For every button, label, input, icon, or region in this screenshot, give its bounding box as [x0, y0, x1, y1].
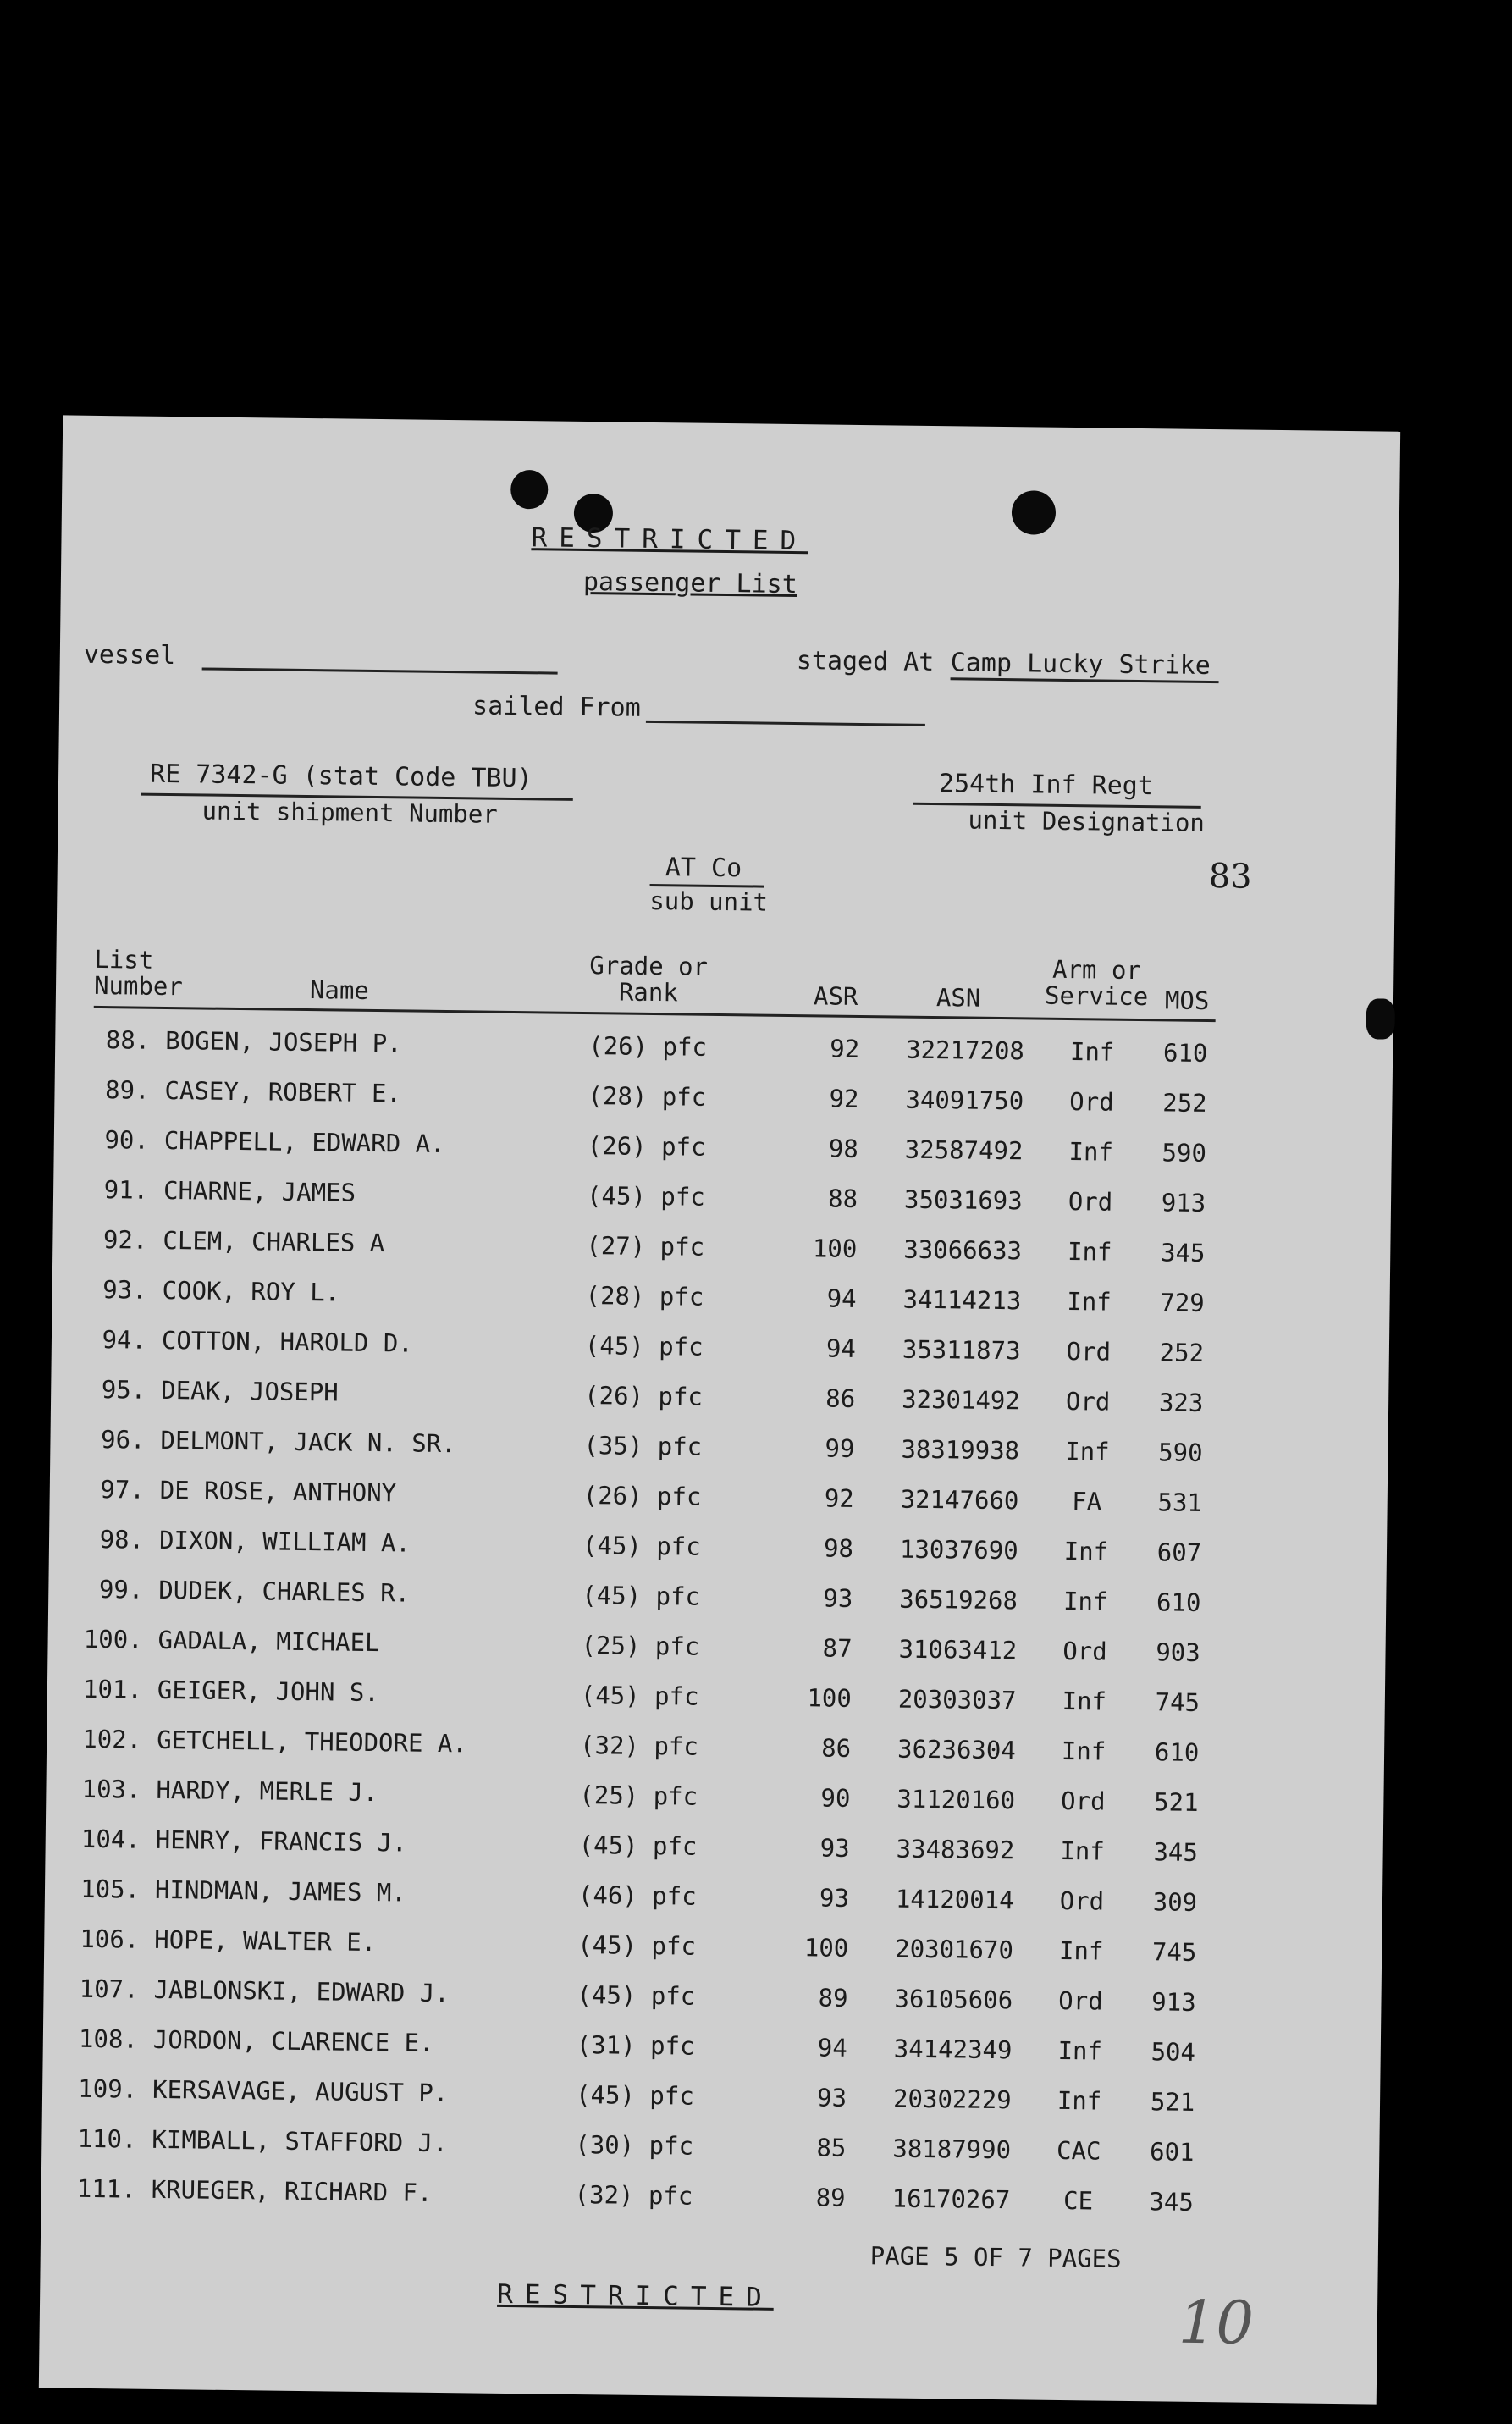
punch-hole [1366, 998, 1395, 1039]
cell-num: 108. [78, 2024, 139, 2054]
sailed-from-field-line [646, 721, 925, 726]
cell-grade: (27) pfc [586, 1231, 705, 1262]
cell-arm: CAC [1056, 2135, 1101, 2166]
cell-asr: 92 [830, 1034, 860, 1063]
document-page [39, 415, 1400, 2404]
cell-asr: 90 [820, 1783, 851, 1813]
cell-asr: 93 [823, 1583, 853, 1613]
cell-mos: 252 [1162, 1088, 1207, 1118]
cell-name: CASEY, ROBERT E. [164, 1075, 402, 1108]
cell-asn: 36105606 [894, 1984, 1013, 2015]
cell-name: BOGEN, JOSEPH P. [165, 1025, 402, 1058]
cell-num: 93. [102, 1275, 147, 1305]
cell-asr: 100 [803, 1933, 849, 1963]
cell-arm: Inf [1067, 1237, 1112, 1267]
unit-designation-caption: unit Designation [968, 805, 1206, 837]
cell-name: DUDEK, CHARLES R. [158, 1575, 411, 1608]
cell-mos: 323 [1158, 1388, 1204, 1417]
cell-asr: 87 [822, 1633, 853, 1663]
cell-asn: 20301670 [895, 1934, 1014, 1965]
restricted-header: RESTRICTED [531, 522, 808, 557]
cell-arm: Inf [1067, 1287, 1112, 1317]
cell-asr: 89 [818, 1983, 848, 2013]
cell-mos: 345 [1160, 1238, 1206, 1267]
cell-asr: 94 [826, 1284, 857, 1313]
cell-grade: (45) pfc [577, 1930, 697, 1961]
cell-asr: 93 [819, 1883, 850, 1913]
header-name: Name [309, 975, 370, 1005]
cell-mos: 590 [1158, 1438, 1203, 1467]
cell-arm: Inf [1057, 2035, 1103, 2066]
cell-num: 109. [78, 2073, 138, 2104]
header-asr: ASR [813, 981, 858, 1011]
cell-asn: 38319938 [901, 1434, 1020, 1466]
cell-asn: 35311873 [902, 1334, 1021, 1366]
cell-asn: 33066633 [903, 1234, 1023, 1266]
cell-grade: (26) pfc [588, 1031, 708, 1062]
cell-grade: (32) pfc [574, 2179, 693, 2211]
cell-grade: (45) pfc [578, 1830, 698, 1861]
cell-mos: 309 [1152, 1887, 1198, 1917]
cell-num: 94. [102, 1325, 147, 1355]
cell-arm: Inf [1058, 1935, 1104, 1966]
cell-mos: 607 [1156, 1538, 1202, 1567]
header-grade-line2: Rank [618, 977, 678, 1008]
cell-grade: (28) pfc [588, 1081, 707, 1112]
cell-name: COTTON, HAROLD D. [161, 1325, 413, 1358]
cell-grade: (25) pfc [579, 1781, 698, 1811]
cell-num: 92. [102, 1225, 148, 1255]
cell-name: KRUEGER, RICHARD F. [151, 2174, 433, 2207]
cell-arm: Inf [1062, 1586, 1108, 1616]
cell-name: HOPE, WALTER E. [154, 1924, 377, 1957]
cell-mos: 610 [1156, 1587, 1201, 1617]
cell-mos: 601 [1149, 2137, 1195, 2167]
cell-arm: FA [1072, 1487, 1102, 1516]
cell-num: 107. [79, 1974, 139, 2004]
cell-arm: Ord [1066, 1337, 1112, 1367]
cell-name: CLEM, CHARLES A [163, 1225, 385, 1258]
cell-grade: (32) pfc [579, 1731, 699, 1761]
cell-name: HARDY, MERLE J. [156, 1775, 378, 1808]
cell-mos: 531 [1157, 1488, 1203, 1517]
header-arm-line1: Arm or [1051, 954, 1142, 986]
cell-arm: Ord [1058, 1985, 1103, 2016]
cell-num: 106. [80, 1924, 140, 1954]
cell-name: HENRY, FRANCIS J. [155, 1825, 407, 1858]
cell-grade: (45) pfc [580, 1681, 699, 1711]
punch-hole [510, 470, 549, 510]
cell-num: 105. [80, 1874, 141, 1904]
cell-grade: (26) pfc [582, 1481, 702, 1511]
cell-grade: (31) pfc [576, 2029, 695, 2061]
cell-mos: 345 [1149, 2187, 1195, 2217]
document-title: passenger List [582, 566, 798, 600]
cell-asr: 93 [819, 1833, 850, 1863]
cell-asn: 31120160 [897, 1784, 1016, 1815]
cell-asn: 34114213 [902, 1284, 1022, 1316]
cell-asr: 100 [807, 1683, 853, 1713]
cell-arm: Inf [1062, 1686, 1107, 1716]
cell-grade: (28) pfc [585, 1281, 704, 1311]
cell-asn: 32301492 [901, 1384, 1021, 1416]
cell-num: 102. [82, 1724, 142, 1754]
staged-value: Camp Lucky Strike [951, 648, 1219, 683]
staged-label: staged At [796, 646, 935, 678]
cell-name: COOK, ROY L. [162, 1275, 340, 1307]
cell-asn: 20302229 [892, 2084, 1012, 2115]
cell-grade: (45) pfc [577, 1980, 696, 2011]
cell-name: DE ROSE, ANTHONY [159, 1475, 397, 1508]
cell-num: 104. [80, 1824, 141, 1854]
cell-name: GETCHELL, THEODORE A. [156, 1725, 468, 1759]
cell-asn: 14120014 [895, 1884, 1014, 1915]
cell-asn: 32587492 [904, 1135, 1024, 1166]
cell-asn: 32217208 [906, 1035, 1025, 1066]
cell-name: DEAK, JOSEPH [161, 1375, 339, 1407]
cell-grade: (45) pfc [584, 1331, 704, 1361]
cell-mos: 745 [1151, 1937, 1197, 1967]
cell-name: KERSAVAGE, AUGUST P. [152, 2074, 449, 2108]
cell-grade: (45) pfc [586, 1181, 705, 1212]
cell-grade: (26) pfc [587, 1131, 706, 1162]
cell-mos: 590 [1162, 1138, 1207, 1168]
cell-num: 99. [98, 1575, 144, 1604]
vessel-label: vessel [83, 639, 176, 671]
cell-num: 110. [77, 2123, 137, 2154]
header-grade [589, 952, 708, 1007]
cell-asn: 38187990 [892, 2134, 1012, 2165]
punch-hole [1012, 490, 1057, 535]
cell-mos: 729 [1160, 1288, 1205, 1317]
cell-grade: (46) pfc [577, 1880, 697, 1911]
cell-asr: 93 [816, 2083, 847, 2112]
cell-name: DIXON, WILLIAM A. [158, 1525, 411, 1558]
cell-asr: 89 [815, 2183, 846, 2212]
cell-mos: 913 [1151, 1987, 1196, 2017]
cell-asr: 98 [828, 1134, 858, 1163]
cell-asr: 86 [820, 1733, 852, 1763]
cell-num: 111. [76, 2173, 136, 2204]
cell-grade: (30) pfc [575, 2129, 694, 2161]
cell-num: 89. [104, 1075, 150, 1105]
cell-asr: 99 [825, 1433, 855, 1463]
cell-num: 100. [83, 1624, 143, 1654]
restricted-footer: RESTRICTED [496, 2278, 775, 2313]
handwritten-mark: 10 [1178, 2287, 1255, 2358]
cell-asn: 34091750 [905, 1085, 1024, 1116]
cell-asr: 92 [829, 1084, 859, 1113]
cell-name: DELMONT, JACK N. SR. [160, 1425, 456, 1459]
sub-unit-caption: sub unit [649, 886, 769, 917]
cell-arm: Ord [1060, 1786, 1106, 1816]
sailed-from-label: sailed From [472, 691, 642, 723]
cell-name: CHARNE, JAMES [163, 1175, 356, 1207]
cell-arm: Ord [1069, 1087, 1114, 1117]
cell-num: 91. [103, 1175, 149, 1205]
cell-grade: (45) pfc [582, 1531, 701, 1561]
cell-num: 97. [100, 1475, 145, 1505]
cell-arm: Inf [1069, 1037, 1115, 1067]
cell-num: 101. [82, 1674, 143, 1704]
cell-arm: CE [1062, 2186, 1094, 2216]
cell-asn: 35031693 [903, 1184, 1023, 1216]
cell-arm: Inf [1061, 1736, 1106, 1766]
cell-mos: 521 [1153, 1787, 1199, 1817]
cell-arm: Inf [1063, 1536, 1109, 1566]
cell-asr: 94 [825, 1333, 857, 1363]
cell-num: 103. [81, 1774, 141, 1804]
cell-num: 95. [101, 1375, 146, 1405]
cell-grade: (26) pfc [583, 1381, 704, 1411]
cell-asn: 36519268 [899, 1584, 1018, 1615]
cell-mos: 913 [1161, 1188, 1206, 1218]
sub-unit-value: AT Co [665, 853, 742, 884]
cell-num: 98. [99, 1525, 145, 1554]
cell-name: JORDON, CLARENCE E. [152, 2024, 434, 2057]
cell-grade: (45) pfc [575, 2079, 694, 2111]
cell-mos: 903 [1156, 1637, 1200, 1667]
cell-name: HINDMAN, JAMES M. [154, 1875, 407, 1908]
cell-mos: 504 [1151, 2037, 1196, 2067]
header-grade-line1: Grade or [589, 951, 709, 981]
shipment-number-value: RE 7342-G (stat Code TBU) [149, 759, 533, 794]
cell-grade: (35) pfc [583, 1431, 703, 1461]
cell-asr: 86 [825, 1383, 856, 1413]
cell-mos: 610 [1162, 1038, 1208, 1068]
cell-arm: Inf [1060, 1836, 1106, 1866]
cell-asr: 88 [827, 1184, 858, 1213]
cell-arm: Ord [1068, 1187, 1113, 1217]
cell-name: CHAPPELL, EDWARD A. [163, 1125, 445, 1159]
cell-asn: 20303037 [897, 1684, 1017, 1715]
cell-asn: 16170267 [891, 2184, 1011, 2215]
cell-name: GADALA, MICHAEL [157, 1625, 380, 1658]
cell-asn: 36236304 [897, 1734, 1017, 1765]
cell-asn: 33483692 [896, 1834, 1015, 1865]
header-list-number [93, 944, 184, 1002]
cell-mos: 610 [1154, 1737, 1200, 1767]
cell-asr: 100 [812, 1234, 858, 1263]
cell-grade: (25) pfc [581, 1631, 700, 1661]
cell-arm: Ord [1065, 1386, 1111, 1416]
cell-num: 88. [105, 1025, 151, 1055]
page-mark-number: 83 [1208, 857, 1252, 897]
cell-arm: Inf [1057, 2085, 1102, 2116]
cell-asr: 94 [817, 2033, 848, 2062]
cell-name: JABLONSKI, EDWARD J. [153, 1974, 450, 2008]
cell-asn: 31063412 [898, 1634, 1018, 1665]
header-asn: ASN [935, 983, 981, 1013]
header-mos: MOS [1164, 986, 1210, 1016]
header-list-line1: List [94, 944, 154, 975]
cell-asn: 34142349 [893, 2034, 1013, 2065]
unit-designation-value: 254th Inf Regt [938, 769, 1154, 802]
cell-mos: 252 [1159, 1338, 1205, 1367]
cell-name: KIMBALL, STAFFORD J. [152, 2124, 448, 2158]
shipment-number-caption: unit shipment Number [201, 796, 498, 829]
cell-asr: 98 [823, 1533, 854, 1563]
cell-arm: Ord [1062, 1636, 1107, 1666]
cell-mos: 521 [1150, 2087, 1195, 2117]
cell-arm: Inf [1068, 1137, 1114, 1167]
cell-asn: 32147660 [900, 1484, 1019, 1516]
vessel-field-line [202, 667, 558, 674]
cell-arm: Ord [1059, 1886, 1105, 1916]
header-list-line2: Number [93, 970, 184, 1002]
cell-asn: 13037690 [899, 1534, 1018, 1565]
cell-asr: 92 [824, 1483, 854, 1513]
cell-mos: 345 [1153, 1837, 1199, 1867]
cell-asr: 85 [816, 2133, 847, 2162]
cell-num: 90. [104, 1125, 150, 1155]
page-counter: PAGE 5 OF 7 PAGES [869, 2241, 1122, 2273]
cell-name: GEIGER, JOHN S. [157, 1675, 380, 1708]
header-arm-line2: Service [1044, 980, 1149, 1012]
cell-arm: Inf [1065, 1436, 1110, 1466]
cell-grade: (45) pfc [582, 1581, 701, 1611]
cell-mos: 745 [1155, 1687, 1200, 1717]
cell-num: 96. [100, 1425, 146, 1455]
header-arm [1044, 954, 1149, 1012]
